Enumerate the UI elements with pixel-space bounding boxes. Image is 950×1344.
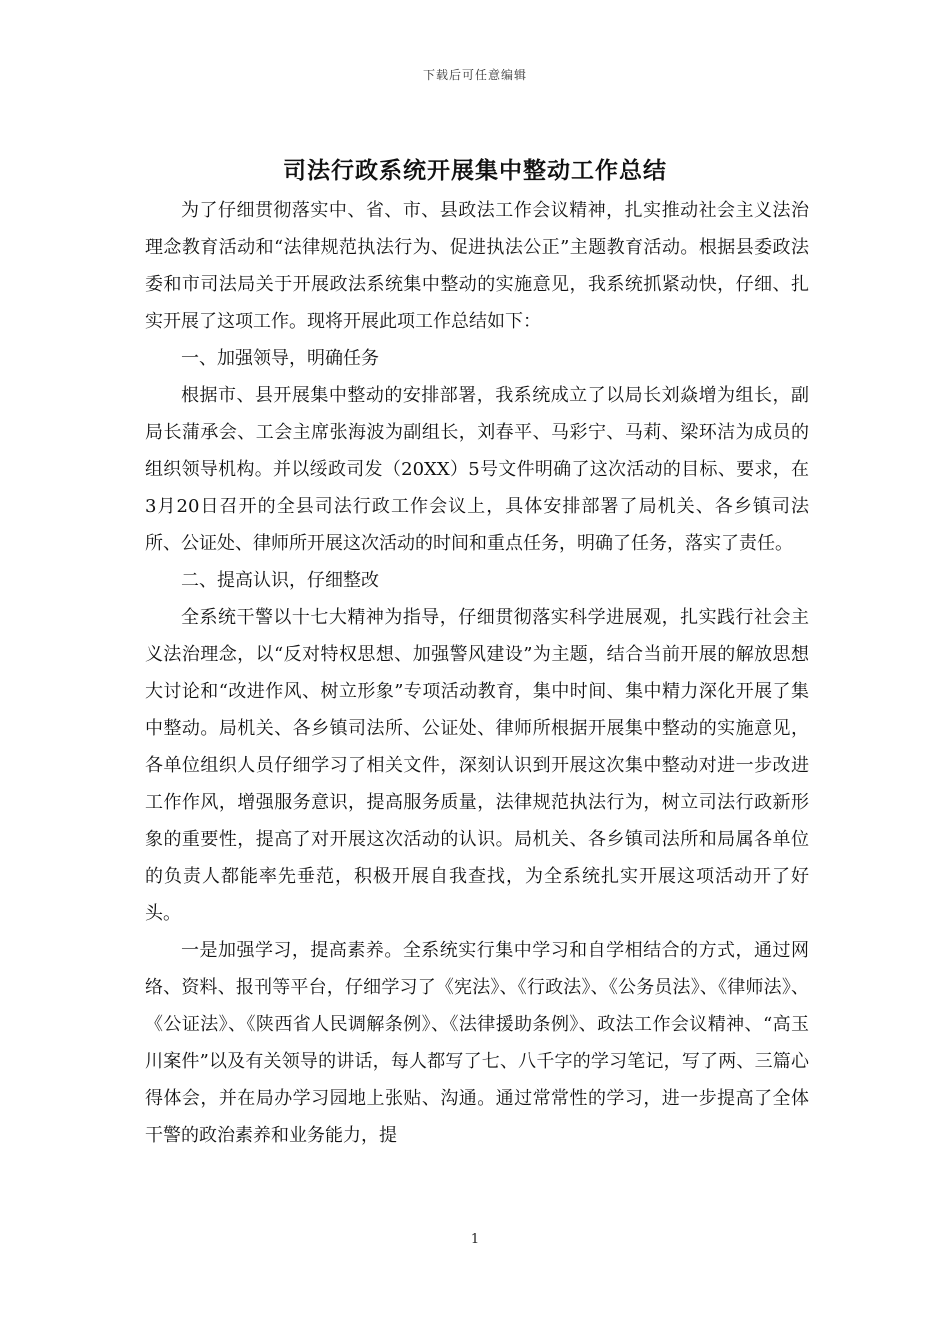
paragraph-section-2: 全系统干警以十七大精神为指导，仔细贯彻落实科学进展观，扎实践行社会主义法治理念，以“反对特权思想、加强警风建设”为主题，结合当前开展的解放思想大讨论和“改进作风、树立形象”专项活动教育，集中时间、集中精力深化开展了集中整动。局机关、各乡镇司法所、公证处、律师所根据开展集中整动的实施意见，各单位组织人员仔细学习了相关文件，深刻认识到开展这次集中整动对进一步改进工作作风，增强服务意识，提高服务质量，法律规范执法行为，树立司法行政新形象的重要性，提高了对开展这次活动的认识。局机关、各乡镇司法所和局属各单位的负责人都能率先垂范，积极开展自我查找，为全系统扎实开展这项活动开了好头。 [145, 607, 809, 924]
paragraph-study: 一是加强学习，提高素养。全系统实行集中学习和自学相结合的方式，通过网络、资料、报刊等平台，仔细学习了《宪法》、《行政法》、《公务员法》、《律师法》、《公证法》、《陕西省人民调解条例》、《法律援助条例》、政法工作会议精神、“高玉川案件”以及有关领导的讲话，每人都写了七、八千字的学习笔记，写了两、三篇心得体会，并在局办学习园地上张贴、沟通。通过常常性的学习，进一步提高了全体干警的政治素养和业务能力，提 [145, 940, 809, 1146]
section-heading-1: 一、加强领导，明确任务 [181, 348, 379, 369]
page-number: 1 [470, 1232, 480, 1247]
page-header-note: 下载后可任意编辑 [422, 68, 527, 82]
paragraph-intro: 为了仔细贯彻落实中、省、市、县政法工作会议精神，扎实推动社会主义法治理念教育活动和“法律规范执法行为、促进执法公正”主题教育活动。根据县委政法委和市司法局关于开展政法系统集中整动的实施意见，我系统抓紧动快，仔细、扎实开展了这项工作。现将开展此项工作总结如下： [145, 200, 809, 332]
section-heading-2: 二、提高认识，仔细整改 [181, 570, 379, 591]
document-body [145, 192, 809, 1154]
paragraph-section-1: 根据市、县开展集中整动的安排部署，我系统成立了以局长刘焱增为组长，副局长蒲承会、工会主席张海波为副组长，刘春平、马彩宁、马莉、梁环洁为成员的组织领导机构。并以绥政司发（20XX）5号文件明确了这次活动的目标、要求，在3月20日召开的全县司法行政工作会议上，具体安排部署了局机关、各乡镇司法所、公证处、律师所开展这次活动的时间和重点任务，明确了任务，落实了责任。 [145, 385, 809, 554]
document-title: 司法行政系统开展集中整动工作总结 [283, 157, 667, 184]
